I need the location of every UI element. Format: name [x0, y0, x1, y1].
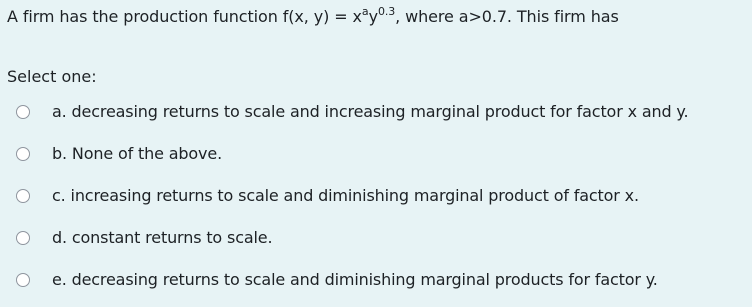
exponent-y: 0.3 — [377, 5, 396, 18]
option-b[interactable] — [0, 139, 752, 181]
answer-options — [0, 97, 752, 307]
option-e[interactable] — [0, 265, 752, 307]
radio-button-e[interactable] — [16, 273, 30, 287]
option-d-label[interactable]: d. constant returns to scale. — [52, 228, 273, 247]
option-a[interactable] — [0, 97, 752, 139]
option-c-label[interactable]: c. increasing returns to scale and diminishing marginal product of factor x. — [52, 186, 639, 205]
option-a-label[interactable]: a. decreasing returns to scale and increasing marginal product for factor x and y. — [52, 102, 689, 121]
question-text-part: A firm has the production function f(x, y) = x — [7, 7, 362, 26]
radio-button-c[interactable] — [16, 189, 30, 203]
question-variable-y: y — [368, 7, 378, 26]
question-text-end: , where a>0.7. This firm has — [395, 7, 619, 26]
radio-button-d[interactable] — [16, 231, 30, 245]
option-e-label[interactable]: e. decreasing returns to scale and diminishing marginal products for factor y. — [52, 270, 658, 289]
option-d[interactable] — [0, 223, 752, 265]
radio-button-a[interactable] — [16, 105, 30, 119]
option-b-label[interactable]: b. None of the above. — [52, 144, 223, 163]
exponent-a: a — [361, 5, 369, 18]
radio-button-b[interactable] — [16, 147, 30, 161]
option-c[interactable] — [0, 181, 752, 223]
question-text — [7, 6, 619, 28]
select-one-label: Select one: — [7, 67, 97, 86]
